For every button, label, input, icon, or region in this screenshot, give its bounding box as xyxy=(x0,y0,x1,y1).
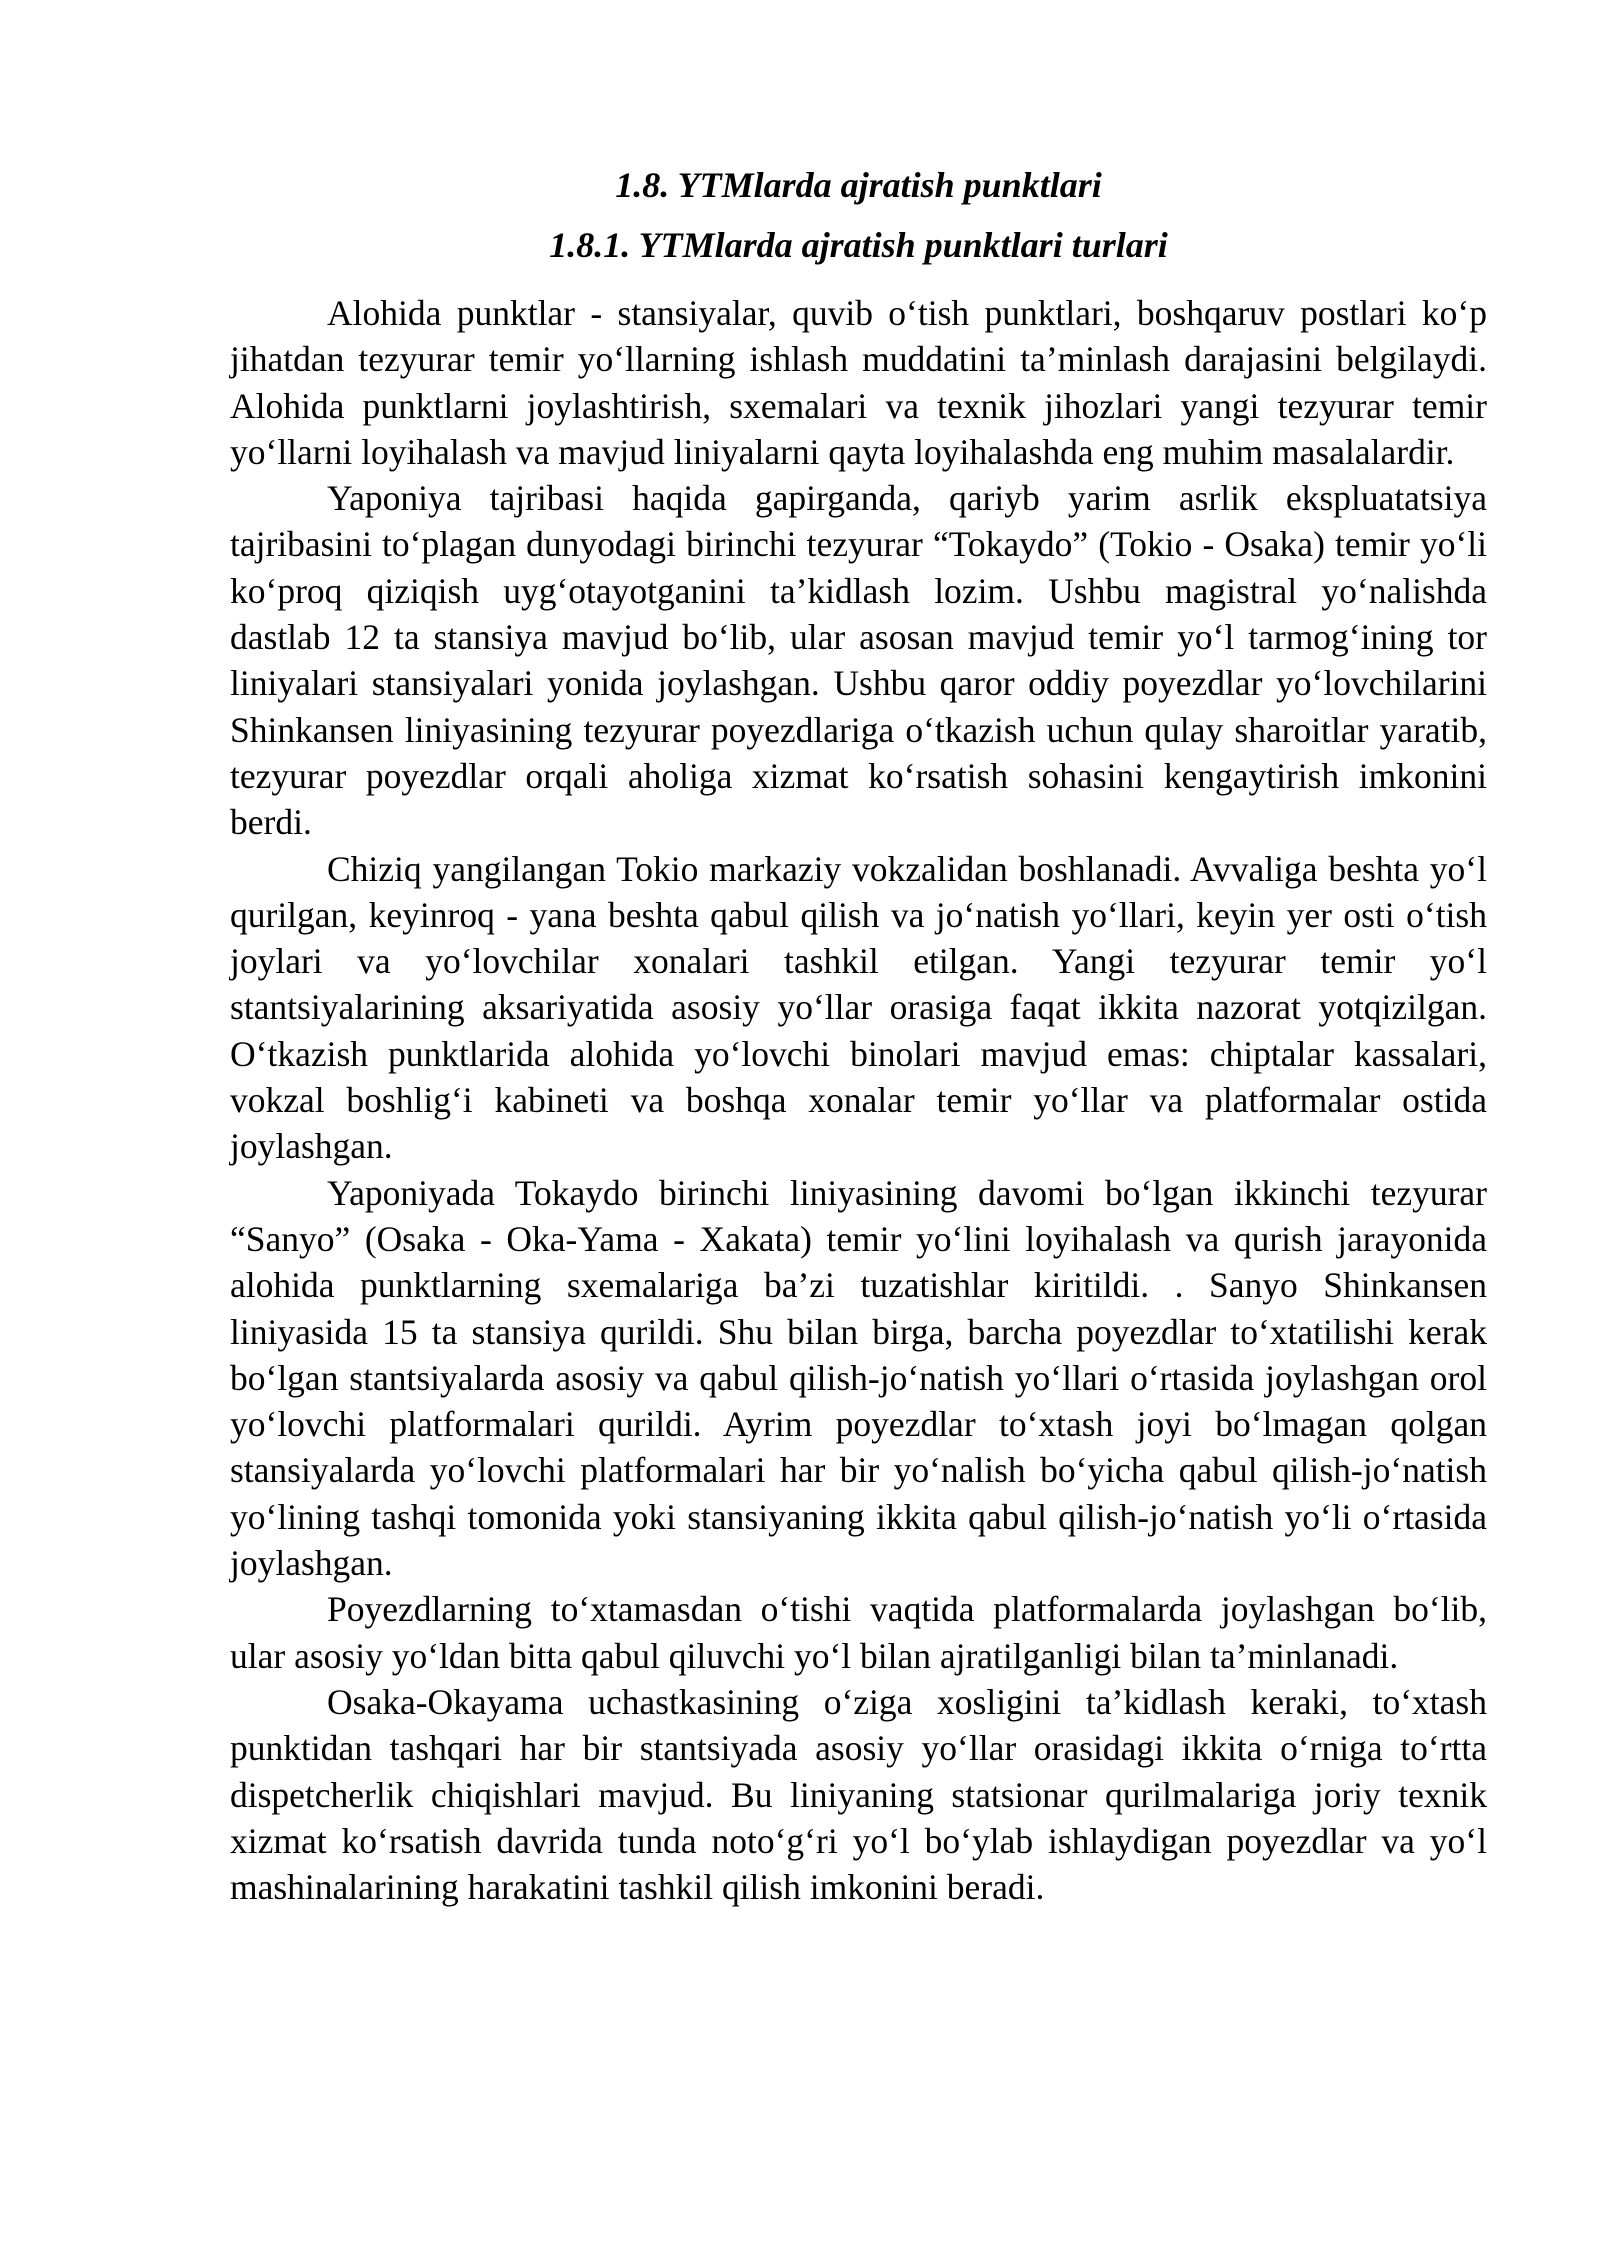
paragraph-4: Yaponiyada Tokaydo birinchi liniyasining davomi bo‘lgan ikkinchi tezyurar “Sanyo” (Osaka - Oka-Yama - Xakata) temir yo‘lini loyihalash va qurish jarayonida alohida punktlarning sxemalariga ba’zi tuzatishlar kiritildi. . Sanyo Shinkansen liniyasida 15 ta stansiya qurildi. Shu bilan birga, barcha poyezdlar to‘xtatilishi kerak bo‘lgan stantsiyalarda asosiy va qabul qilish-jo‘natish yo‘llari o‘rtasida joylashgan orol yo‘lovchi platformalari qurildi. Ayrim poyezdlar to‘xtash joyi bo‘lmagan qolgan stansiyalarda yo‘lovchi platformalari har bir yo‘nalish bo‘yicha qabul qilish-jo‘natish yo‘lining tashqi tomonida yoki stansiyaning ikkita qabul qilish-jo‘natish yo‘li o‘rtasida joylashgan. xyxy=(230,1172,1487,1584)
paragraph-2: Yaponiya tajribasi haqida gapirganda, qariyb yarim asrlik ekspluatatsiya tajribasini to‘plagan dunyodagi birinchi tezyurar “Tokaydo” (Tokio - Osaka) temir yo‘li ko‘proq qiziqish uyg‘otayotganini ta’kidlash lozim. Ushbu magistral yo‘nalishda dastlab 12 ta stansiya mavjud bo‘lib, ular asosan mavjud temir yo‘l tarmog‘ining tor liniyalari stansiyalari yonida joylashgan. Ushbu qaror oddiy poyezdlar yo‘lovchilarini Shinkansen liniyasining tezyurar poyezdlariga o‘tkazish uchun qulay sharoitlar yaratib, tezyurar poyezdlar orqali aholiga xizmat ko‘rsatish sohasini kengaytirish imkonini berdi. xyxy=(230,478,1487,843)
page-content xyxy=(230,162,1487,1910)
paragraph-6: Osaka-Okayama uchastkasining o‘ziga xosligini ta’kidlash keraki, to‘xtash punktidan tashqari har bir stantsiyada asosiy yo‘llar orasidagi ikkita o‘rniga to‘rtta dispetcherlik chiqishlari mavjud. Bu liniyaning statsionar qurilmalariga joriy texnik xizmat ko‘rsatish davrida tunda noto‘g‘ri yo‘l bo‘ylab ishlaydigan poyezdlar va yo‘l mashinalarining harakatini tashkil qilish imkonini beradi. xyxy=(230,1681,1487,1908)
section-title: 1.8. YTMlarda ajratish punktlari xyxy=(615,165,1102,205)
paragraph-5: Poyezdlarning to‘xtamasdan o‘tishi vaqtida platformalarda joylashgan bo‘lib, ular asosiy yo‘ldan bitta qabul qiluvchi yo‘l bilan ajratilganligi bilan ta’minlanadi. xyxy=(230,1589,1487,1676)
paragraph-1: Alohida punktlar - stansiyalar, quvib o‘tish punktlari, boshqaruv postlari ko‘p jihatdan tezyurar temir yo‘llarning ishlash muddatini ta’minlash darajasini belgilaydi. Alohida punktlarni joylashtirish, sxemalari va texnik jihozlari yangi tezyurar temir yo‘llarni loyihalash va mavjud liniyalarni qayta loyihalashda eng muhim masalalardir. xyxy=(230,293,1487,472)
paragraph-3: Chiziq yangilangan Tokio markaziy vokzalidan boshlanadi. Avvaliga beshta yo‘l qurilgan, keyinroq - yana beshta qabul qilish va jo‘natish yo‘llari, keyin yer osti o‘tish joylari va yo‘lovchilar xonalari tashkil etilgan. Yangi tezyurar temir yo‘l stantsiyalarining aksariyatida asosiy yo‘llar orasiga faqat ikkita nazorat yotqizilgan. O‘tkazish punktlarida alohida yo‘lovchi binolari mavjud emas: chiptalar kassalari, vokzal boshlig‘i kabineti va boshqa xonalar temir yo‘llar va platformalar ostida joylashgan. xyxy=(230,848,1487,1167)
subsection-title: 1.8.1. YTMlarda ajratish punktlari turlari xyxy=(549,225,1168,265)
